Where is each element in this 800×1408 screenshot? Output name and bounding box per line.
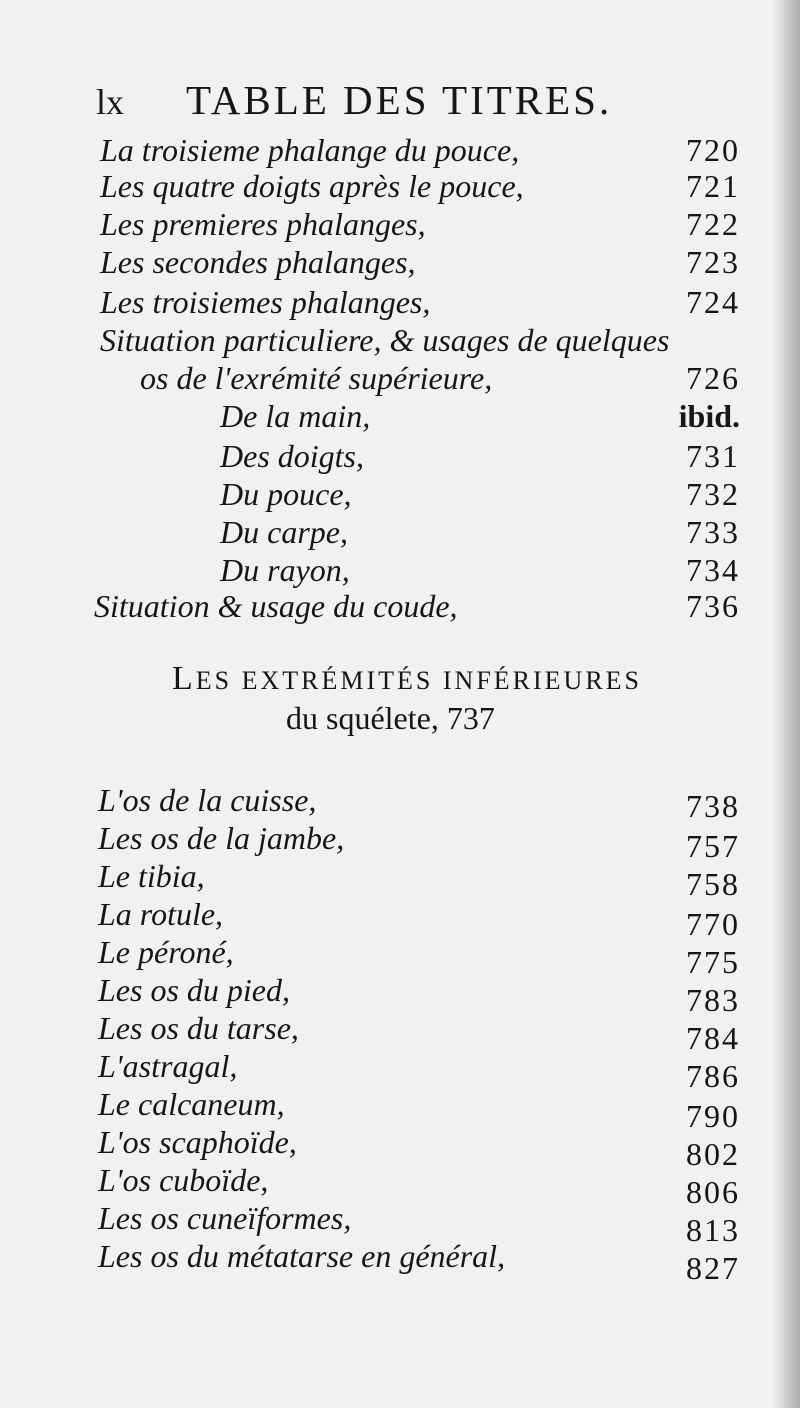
subentry-title: Du carpe, — [220, 514, 348, 550]
entry-title: Les os cuneïformes, — [98, 1200, 352, 1236]
toc-entry — [0, 242, 800, 282]
entry-title: L'astragal, — [98, 1048, 238, 1084]
toc-entry-situation — [0, 320, 800, 360]
entry-page-number: 806 — [686, 1174, 740, 1210]
entry-page-number: 758 — [686, 866, 740, 902]
heading-rest: ES EXTRÉMITÉS INFÉRIEURES — [195, 666, 643, 695]
toc-entry — [0, 970, 800, 1018]
entry-page-number: 770 — [686, 906, 740, 942]
entry-page-number: 813 — [686, 1212, 740, 1248]
entry-title: Situation & usage du coude, — [94, 588, 458, 624]
toc-entry — [0, 1084, 800, 1134]
toc-entry — [0, 130, 800, 170]
entry-page-number: 827 — [686, 1250, 740, 1286]
entry-page-number: 786 — [686, 1058, 740, 1094]
toc-entry — [0, 818, 800, 864]
toc-subentry — [0, 550, 800, 590]
entry-title: Le calcaneum, — [98, 1086, 285, 1122]
entry-title: L'os cuboïde, — [98, 1162, 269, 1198]
subentry-title: Des doigts, — [220, 438, 364, 474]
toc-entry — [0, 1160, 800, 1210]
toc-subentry — [0, 512, 800, 552]
page-folio: lx — [96, 82, 125, 122]
running-title: TABLE DES TITRES. — [186, 77, 613, 123]
entry-page-number: 724 — [686, 284, 740, 320]
entry-page-number: 757 — [686, 828, 740, 864]
entry-title: Le tibia, — [98, 858, 205, 894]
entry-title: Les troisiemes phalanges, — [100, 284, 431, 320]
entry-title: Les secondes phalanges, — [100, 244, 416, 280]
subentry-title: Du rayon, — [220, 552, 350, 588]
toc-subentry — [0, 396, 800, 436]
page-header — [96, 76, 666, 126]
entry-page-number: ibid. — [678, 398, 740, 434]
entry-page-number: 790 — [686, 1098, 740, 1134]
entry-page-number: 732 — [686, 476, 740, 512]
toc-entry-situation-continued — [0, 358, 800, 398]
entry-title: Les os du métatarse en général, — [98, 1238, 506, 1274]
toc-entry — [0, 894, 800, 942]
section-heading-subtitle: du squélete, 737 — [286, 700, 495, 736]
toc-subentry — [0, 474, 800, 514]
toc-entry — [0, 1236, 800, 1286]
entry-title: Les os du tarse, — [98, 1010, 299, 1046]
entry-page-number: 738 — [686, 788, 740, 824]
entry-page-number: 783 — [686, 982, 740, 1018]
entry-page-number: 731 — [686, 438, 740, 474]
toc-entry — [0, 856, 800, 902]
entry-title: La troisieme phalange du pouce, — [100, 132, 520, 168]
entry-title: La rotule, — [98, 896, 224, 932]
entry-title: Les premieres phalanges, — [100, 206, 426, 242]
entry-title: L'os de la cuisse, — [98, 782, 317, 818]
toc-subentry — [0, 436, 800, 476]
toc-entry — [0, 282, 800, 322]
entry-page-number: 784 — [686, 1020, 740, 1056]
entry-page-number: 723 — [686, 244, 740, 280]
entry-page-number: 722 — [686, 206, 740, 242]
entry-title: Les os de la jambe, — [98, 820, 345, 856]
entry-page-number: 720 — [686, 132, 740, 168]
entry-title: Les quatre doigts après le pouce, — [100, 168, 524, 204]
entry-page-number: 734 — [686, 552, 740, 588]
heading-initial: L — [172, 660, 196, 697]
subentry-title: Du pouce, — [220, 476, 352, 512]
toc-entry — [0, 932, 800, 980]
toc-entry — [0, 204, 800, 244]
entry-page-number: 736 — [686, 588, 740, 624]
entry-title: Les os du pied, — [98, 972, 290, 1008]
subentry-title: De la main, — [220, 398, 371, 434]
entry-title: Situation particuliere, & usages de quelques — [100, 322, 670, 358]
entry-page-number: 721 — [686, 168, 740, 204]
entry-page-number: 733 — [686, 514, 740, 550]
entry-page-number: 726 — [686, 360, 740, 396]
entry-title-continuation: os de l'exrémité supérieure, — [140, 360, 493, 396]
section-heading-title — [172, 662, 642, 698]
toc-entry — [0, 1046, 800, 1094]
toc-entry — [0, 586, 800, 626]
entry-title: Le péroné, — [98, 934, 234, 970]
toc-entry — [0, 1198, 800, 1248]
toc-entry — [0, 1008, 800, 1056]
entry-page-number: 775 — [686, 944, 740, 980]
toc-entry — [0, 166, 800, 206]
entry-page-number: 802 — [686, 1136, 740, 1172]
entry-title: L'os scaphoïde, — [98, 1124, 297, 1160]
toc-entry — [0, 780, 800, 824]
toc-entry — [0, 1122, 800, 1172]
